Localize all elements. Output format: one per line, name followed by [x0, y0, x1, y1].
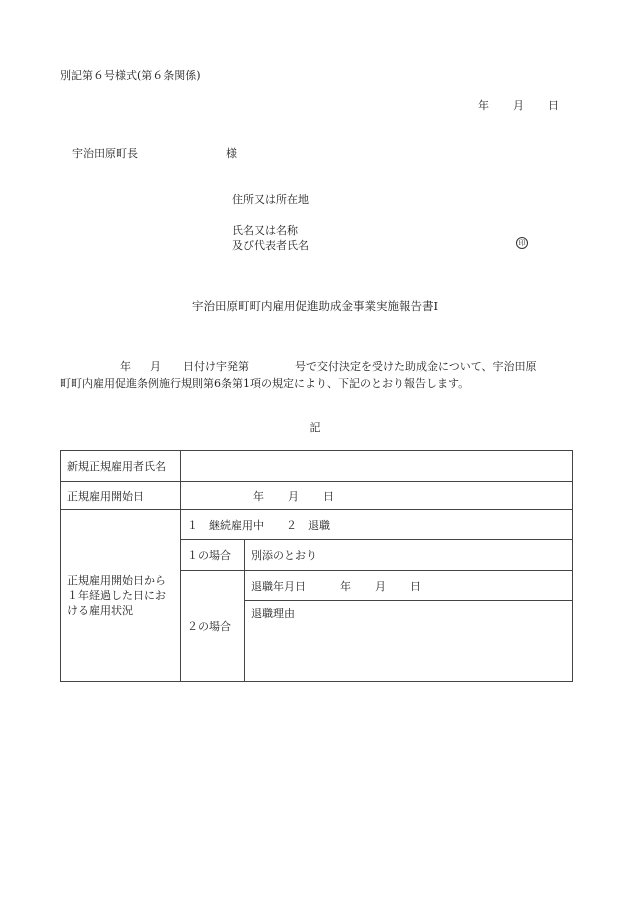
addressee-name: 宇治田原町長: [72, 147, 138, 160]
honorific: 様: [226, 147, 237, 160]
date-year: 年: [478, 99, 489, 112]
retire-month: 月: [375, 579, 386, 593]
seal-mark: 印: [516, 237, 528, 249]
row-start-date: [61, 482, 573, 510]
retire-date-field[interactable]: [245, 571, 573, 601]
body-line-2: 町町内雇用促進条例施行規則第6条第1項の規定により、下記のとおり報告します。: [60, 377, 470, 390]
name-label-1: 氏名又は名称: [232, 224, 298, 237]
start-year: 年: [253, 489, 264, 503]
date-month: 月: [513, 99, 524, 112]
status-label: 正規雇用開始日から１年経過した日における雇用状況: [61, 510, 181, 682]
start-day: 日: [323, 489, 334, 503]
report-table: [60, 450, 573, 682]
body-line-1: [60, 358, 575, 375]
form-label: 別記第６号様式(第６条関係): [60, 69, 201, 82]
row-new-employee: [61, 451, 573, 482]
new-employee-field[interactable]: [181, 451, 573, 482]
option-1[interactable]: １ 継続雇用中: [187, 518, 264, 532]
retire-year: 年: [340, 579, 351, 593]
retire-day: 日: [410, 579, 421, 593]
body-text: [60, 358, 575, 392]
case1-label: １の場合: [181, 540, 245, 571]
date-line: [478, 97, 559, 113]
body-mid: 日付け宇発第: [183, 360, 249, 373]
addressee: [72, 145, 237, 161]
retire-reason-field[interactable]: [245, 601, 573, 682]
new-employee-label: 新規正規雇用者氏名: [61, 451, 181, 482]
retire-reason-label: 退職理由: [251, 607, 295, 620]
body-year: 年: [120, 360, 131, 373]
case2-label: ２の場合: [181, 571, 245, 682]
start-month: 月: [288, 489, 299, 503]
ki-heading: 記: [309, 421, 321, 434]
address-label: 住所又は所在地: [232, 193, 309, 206]
name-label-2: 及び代表者氏名: [232, 239, 309, 252]
case1-value: 別添のとおり: [245, 540, 573, 571]
document-title: 宇治田原町町内雇用促進助成金事業実施報告書Ⅰ: [191, 299, 439, 313]
start-date-field[interactable]: [181, 482, 573, 510]
body-rest: 号で交付決定を受けた助成金について、宇治田原: [295, 360, 537, 373]
start-date-label: 正規雇用開始日: [61, 482, 181, 510]
option-2[interactable]: ２ 退職: [286, 518, 330, 532]
retire-date-label: 退職年月日: [251, 579, 306, 593]
date-day: 日: [548, 99, 559, 112]
status-options[interactable]: [181, 510, 573, 540]
body-month: 月: [150, 360, 161, 373]
row-status-options: [61, 510, 573, 540]
